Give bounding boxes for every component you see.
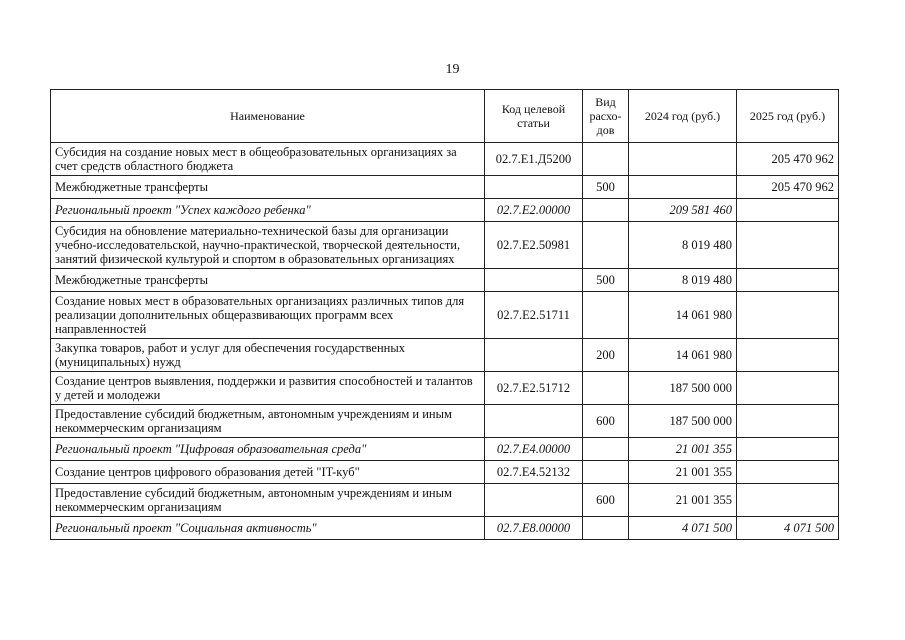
table-row (51, 461, 839, 484)
row-2024: 21 001 355 (629, 484, 737, 517)
header-2025: 2025 год (руб.) (737, 90, 839, 143)
row-name: Создание центров цифрового образования детей "IT-куб" (51, 461, 485, 484)
row-kind (583, 372, 629, 405)
row-name: Региональный проект "Успех каждого ребенка" (51, 199, 485, 222)
row-2024: 8 019 480 (629, 269, 737, 292)
row-code: 02.7.Е2.51711 (485, 292, 583, 339)
row-name: Создание центров выявления, поддержки и развития способностей и талантов у детей и молодежи (51, 372, 485, 405)
row-2025 (737, 339, 839, 372)
row-2024: 187 500 000 (629, 372, 737, 405)
row-name: Межбюджетные трансферты (51, 176, 485, 199)
header-code: Код целевой статьи (485, 90, 583, 143)
table-row (51, 292, 839, 339)
row-name: Субсидия на создание новых мест в общеобразовательных организациях за счет средств областного бюджета (51, 143, 485, 176)
row-2025 (737, 199, 839, 222)
row-kind (583, 517, 629, 540)
row-name: Субсидия на обновление материально-технической базы для организации учебно-исследовательской, научно-практической, творческой деятельности, занятий физической культурой и спортом в образовательных организациях (51, 222, 485, 269)
row-name: Предоставление субсидий бюджетным, автономным учреждениям и иным некоммерческим организациям (51, 484, 485, 517)
table-row (51, 143, 839, 176)
table-row (51, 517, 839, 540)
header-name: Наименование (51, 90, 485, 143)
row-code: 02.7.Е8.00000 (485, 517, 583, 540)
row-2025: 205 470 962 (737, 143, 839, 176)
row-2025 (737, 269, 839, 292)
row-name: Предоставление субсидий бюджетным, автономным учреждениям и иным некоммерческим организациям (51, 405, 485, 438)
table-row (51, 199, 839, 222)
table-row (51, 339, 839, 372)
row-2025: 4 071 500 (737, 517, 839, 540)
row-2024: 14 061 980 (629, 292, 737, 339)
row-name: Межбюджетные трансферты (51, 269, 485, 292)
row-2024: 4 071 500 (629, 517, 737, 540)
row-kind: 500 (583, 269, 629, 292)
row-kind (583, 438, 629, 461)
row-name: Закупка товаров, работ и услуг для обеспечения государственных (муниципальных) нужд (51, 339, 485, 372)
row-kind (583, 143, 629, 176)
row-kind (583, 461, 629, 484)
row-code: 02.7.Е2.50981 (485, 222, 583, 269)
row-2024: 21 001 355 (629, 438, 737, 461)
row-code (485, 405, 583, 438)
row-2025 (737, 292, 839, 339)
row-2024 (629, 176, 737, 199)
table-row (51, 222, 839, 269)
row-2024: 21 001 355 (629, 461, 737, 484)
table-row (51, 484, 839, 517)
row-kind: 600 (583, 405, 629, 438)
row-code (485, 176, 583, 199)
row-kind (583, 292, 629, 339)
table-row (51, 438, 839, 461)
row-code (485, 339, 583, 372)
row-code: 02.7.Е2.00000 (485, 199, 583, 222)
row-2025 (737, 372, 839, 405)
table-row (51, 372, 839, 405)
table-row (51, 176, 839, 199)
row-2024: 14 061 980 (629, 339, 737, 372)
row-kind: 200 (583, 339, 629, 372)
row-kind: 500 (583, 176, 629, 199)
row-kind (583, 199, 629, 222)
row-kind: 600 (583, 484, 629, 517)
row-code: 02.7.Е4.00000 (485, 438, 583, 461)
row-2024: 209 581 460 (629, 199, 737, 222)
row-code: 02.7.Е1.Д5200 (485, 143, 583, 176)
budget-table (50, 89, 839, 540)
row-name: Региональный проект "Социальная активность" (51, 517, 485, 540)
row-name: Региональный проект "Цифровая образовательная среда" (51, 438, 485, 461)
table-header-row (51, 90, 839, 143)
header-2024: 2024 год (руб.) (629, 90, 737, 143)
row-2025 (737, 484, 839, 517)
table-row (51, 269, 839, 292)
row-name: Создание новых мест в образовательных организациях различных типов для реализации дополнительных общеразвивающих программ всех направленностей (51, 292, 485, 339)
row-kind (583, 222, 629, 269)
page-number: 19 (445, 62, 460, 77)
row-2024 (629, 143, 737, 176)
row-code (485, 269, 583, 292)
row-code: 02.7.Е4.52132 (485, 461, 583, 484)
row-code: 02.7.Е2.51712 (485, 372, 583, 405)
header-kind: Вид расхо-дов (583, 90, 629, 143)
row-2025 (737, 461, 839, 484)
row-2024: 187 500 000 (629, 405, 737, 438)
row-2025: 205 470 962 (737, 176, 839, 199)
table-row (51, 405, 839, 438)
row-2025 (737, 405, 839, 438)
row-code (485, 484, 583, 517)
row-2025 (737, 438, 839, 461)
row-2024: 8 019 480 (629, 222, 737, 269)
row-2025 (737, 222, 839, 269)
